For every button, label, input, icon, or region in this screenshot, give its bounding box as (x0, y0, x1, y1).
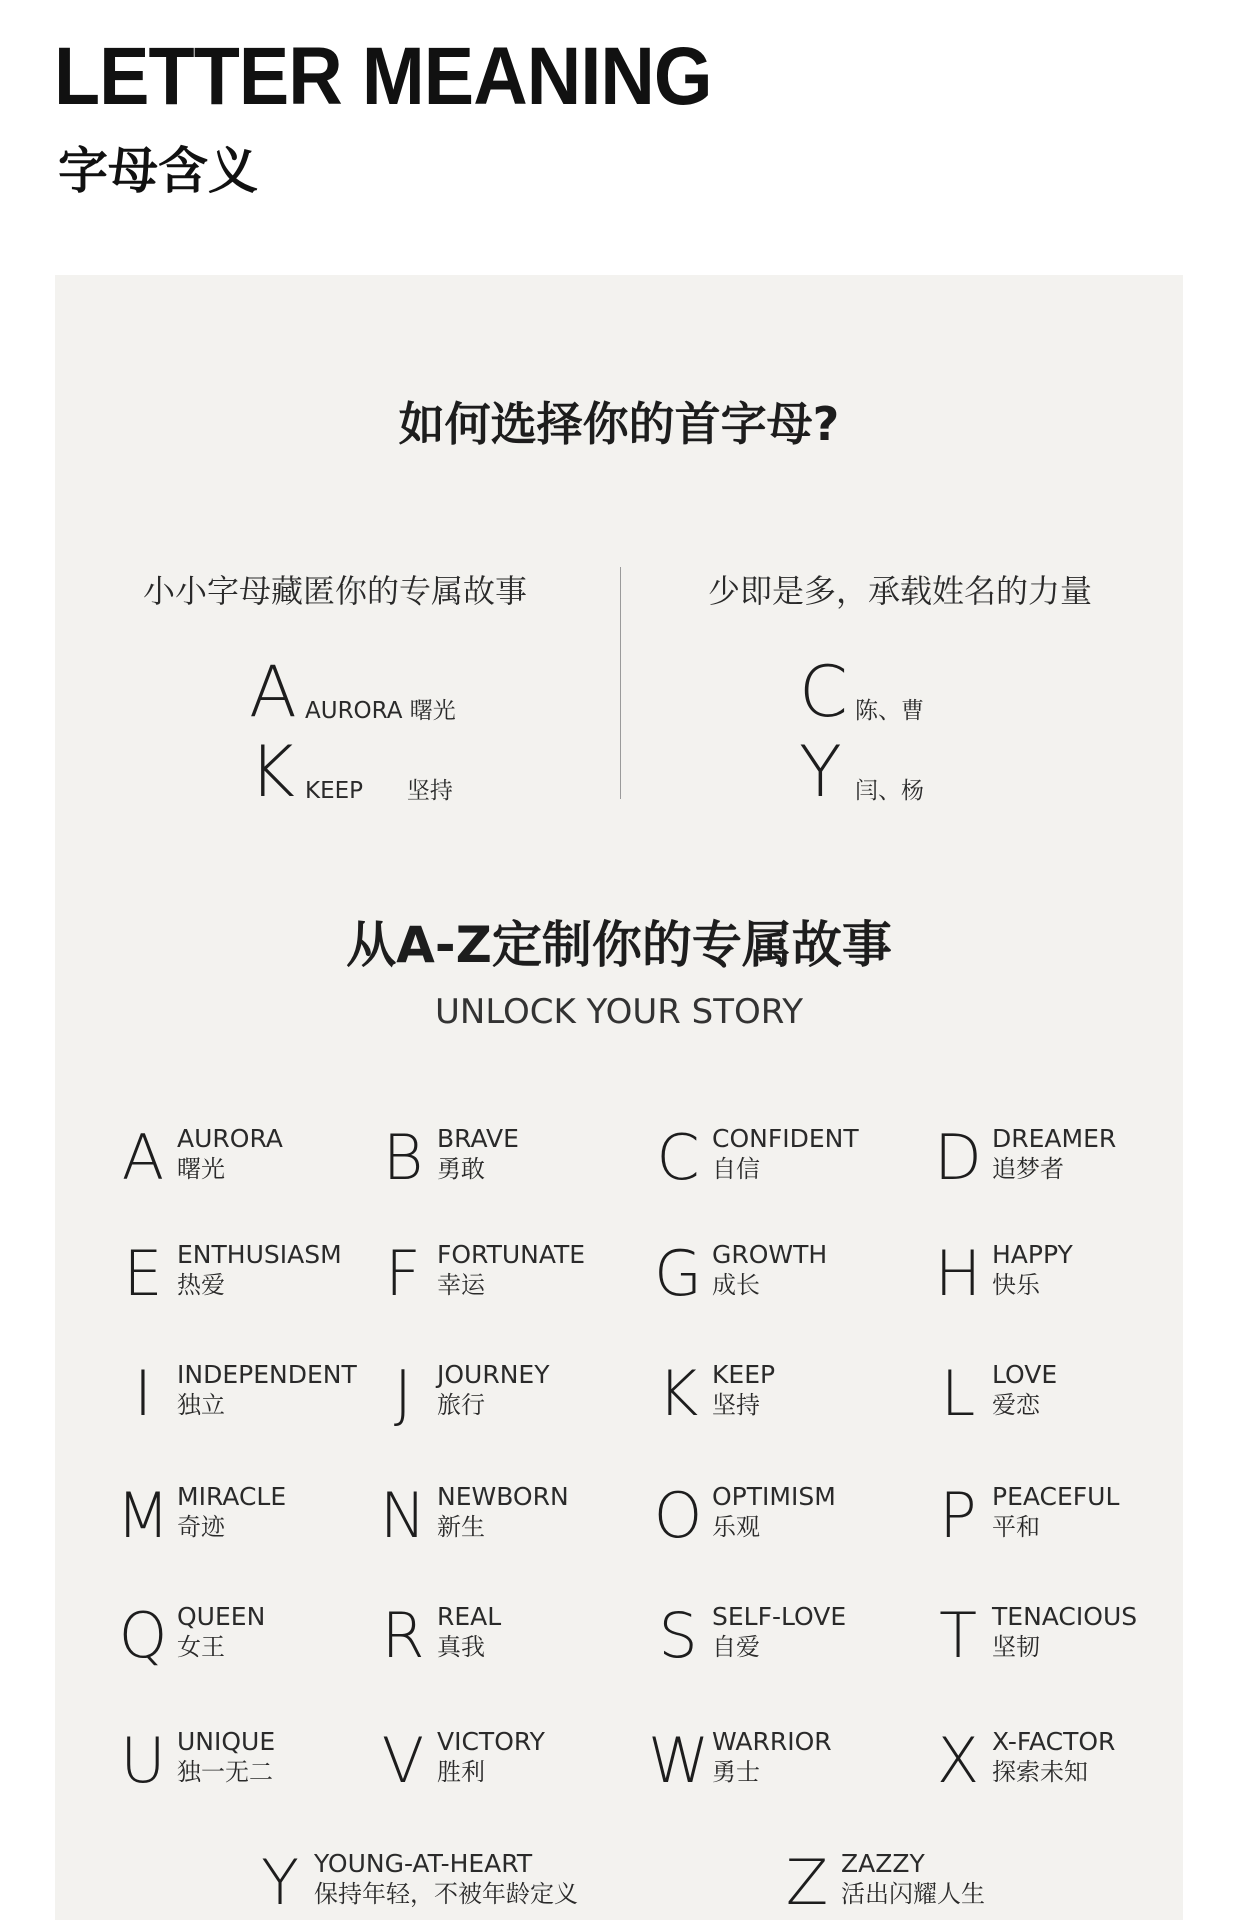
right-column-heading: 少即是多，承载姓名的力量 (707, 572, 1092, 610)
letter-word-cn: 新生 (437, 1513, 485, 1541)
letter-word-en: LOVE (992, 1360, 1058, 1389)
letter-glyph: H (934, 1237, 982, 1310)
letter-entry-x (928, 1725, 1188, 1797)
letter-word-en: VICTORY (437, 1727, 545, 1756)
example-surnames: 闫、杨 (855, 778, 924, 804)
letter-glyph: U (120, 1724, 166, 1797)
left-example (249, 731, 509, 813)
a-z-title: 从A-Z定制你的专属故事 (346, 916, 892, 974)
letter-glyph: K (657, 1357, 699, 1430)
letter-word-cn: 探索未知 (992, 1758, 1088, 1786)
letter-word-en: NEWBORN (437, 1482, 569, 1511)
letter-word-cn: 独一无二 (177, 1758, 273, 1786)
letter-glyph: W (648, 1724, 710, 1797)
letter-word-cn: 女王 (177, 1633, 225, 1661)
letter-word-en: MIRACLE (177, 1482, 287, 1511)
letter-entry-l (928, 1358, 1188, 1430)
right-example (799, 731, 999, 813)
letter-glyph: C (656, 1121, 700, 1194)
letter-word-en: INDEPENDENT (177, 1360, 357, 1389)
letter-glyph: J (393, 1357, 413, 1430)
letter-glyph: Q (118, 1599, 168, 1672)
how-to-choose-title: 如何选择你的首字母? (398, 397, 840, 451)
example-surnames: 陈、曹 (855, 698, 924, 724)
letter-word-cn: 真我 (437, 1633, 485, 1661)
letter-entry-c (648, 1122, 908, 1194)
example-letter: A (249, 651, 297, 733)
letter-entry-v (373, 1725, 633, 1797)
letter-word-cn: 独立 (177, 1391, 225, 1419)
letter-entry-f (373, 1238, 633, 1310)
page-title: LETTER MEANING (54, 31, 712, 122)
content-panel (55, 275, 1183, 1920)
letter-entry-i (113, 1358, 373, 1430)
letter-word-en: CONFIDENT (712, 1124, 859, 1153)
letter-glyph: G (653, 1237, 703, 1310)
letter-entry-p (928, 1480, 1188, 1552)
letter-word-cn: 奇迹 (177, 1513, 225, 1541)
letter-word-cn: 旅行 (437, 1391, 485, 1419)
letter-entry-g (648, 1238, 908, 1310)
letter-word-cn: 幸运 (437, 1271, 485, 1299)
letter-entry-n (373, 1480, 633, 1552)
letter-glyph: I (133, 1357, 153, 1430)
letter-word-cn: 曙光 (177, 1155, 225, 1183)
letter-word-en: OPTIMISM (712, 1482, 836, 1511)
example-letter: C (799, 651, 848, 733)
letter-word-en: AURORA (177, 1124, 283, 1153)
example-word: KEEP 坚持 (305, 778, 453, 804)
letter-word-en: YOUNG-AT-HEART (314, 1849, 533, 1878)
letter-entry-z (777, 1847, 1037, 1919)
letter-glyph: S (658, 1599, 698, 1672)
letter-entry-s (648, 1600, 908, 1672)
letter-glyph: M (116, 1479, 170, 1552)
letter-word-en: KEEP (712, 1360, 776, 1389)
letter-word-en: ZAZZY (841, 1849, 925, 1878)
right-example (799, 651, 999, 733)
letter-entry-e (113, 1238, 373, 1310)
letter-entry-a (113, 1122, 373, 1194)
letter-glyph: R (381, 1599, 425, 1672)
letter-entry-y (250, 1846, 578, 1919)
letter-word-cn: 坚持 (712, 1391, 760, 1419)
letter-entry-d (928, 1122, 1188, 1194)
letter-entry-k (648, 1358, 908, 1430)
letter-word-cn: 胜利 (437, 1758, 485, 1786)
letter-word-cn: 自信 (712, 1155, 760, 1183)
letter-word-en: TENACIOUS (992, 1602, 1138, 1631)
letter-word-cn: 勇士 (712, 1758, 760, 1786)
letter-glyph: D (934, 1121, 982, 1194)
letter-word-en: QUEEN (177, 1602, 266, 1631)
letter-word-en: PEACEFUL (992, 1482, 1120, 1511)
letter-word-cn: 勇敢 (437, 1155, 485, 1183)
letter-word-cn: 乐观 (712, 1513, 760, 1541)
letter-word-en: HAPPY (992, 1240, 1073, 1269)
letter-word-en: JOURNEY (437, 1360, 550, 1389)
letter-word-en: REAL (437, 1602, 502, 1631)
letter-word-en: DREAMER (992, 1124, 1117, 1153)
letter-word-cn: 自爱 (712, 1633, 760, 1661)
letter-entry-m (113, 1480, 373, 1552)
letter-word-en: GROWTH (712, 1240, 828, 1269)
letter-word-en: UNIQUE (177, 1727, 276, 1756)
left-example (249, 651, 509, 733)
letter-word-en: X-FACTOR (992, 1727, 1116, 1756)
page-subtitle: 字母含义 (58, 142, 258, 200)
letter-entry-u (113, 1725, 373, 1797)
letter-word-cn: 活出闪耀人生 (841, 1880, 985, 1908)
letter-word-cn: 保持年轻，不被年龄定义 (314, 1880, 578, 1908)
letter-word-en: WARRIOR (712, 1727, 832, 1756)
letter-word-cn: 爱恋 (992, 1391, 1040, 1419)
letter-word-cn: 热爱 (177, 1271, 225, 1299)
left-column-heading: 小小字母藏匿你的专属故事 (142, 572, 527, 610)
letter-word-en: BRAVE (437, 1124, 519, 1153)
letter-word-cn: 成长 (712, 1271, 760, 1299)
letter-entry-t (928, 1600, 1188, 1672)
letter-glyph: A (121, 1121, 165, 1194)
letter-entry-q (113, 1600, 373, 1672)
letter-entry-w (648, 1725, 908, 1797)
letter-word-cn: 快乐 (992, 1271, 1040, 1299)
letter-glyph: E (123, 1237, 163, 1310)
letter-word-en: SELF-LOVE (712, 1602, 847, 1631)
letter-entry-o (648, 1480, 908, 1552)
letter-glyph: Y (261, 1846, 299, 1919)
letter-glyph: Z (785, 1846, 829, 1919)
letter-word-cn: 坚韧 (992, 1633, 1040, 1661)
letter-entry-r (373, 1600, 633, 1672)
letter-glyph: F (385, 1237, 421, 1310)
letter-glyph: X (936, 1724, 980, 1797)
letter-entry-b (373, 1122, 633, 1194)
letter-entry-h (928, 1238, 1188, 1310)
letter-entry-j (373, 1358, 633, 1430)
letter-word-en: ENTHUSIASM (177, 1240, 342, 1269)
letter-glyph: L (940, 1357, 976, 1430)
letter-glyph: V (381, 1724, 425, 1797)
letter-word-en: FORTUNATE (437, 1240, 586, 1269)
a-z-subtitle: UNLOCK YOUR STORY (435, 992, 803, 1032)
letter-glyph: O (653, 1479, 703, 1552)
example-letter: Y (799, 731, 842, 813)
example-word: AURORA 曙光 (305, 698, 456, 724)
letter-glyph: P (939, 1479, 977, 1552)
letter-glyph: B (382, 1121, 424, 1194)
letter-word-cn: 平和 (992, 1513, 1040, 1541)
letter-glyph: N (379, 1479, 427, 1552)
letter-glyph: T (939, 1599, 977, 1672)
example-letter: K (249, 731, 295, 813)
letter-word-cn: 追梦者 (992, 1155, 1064, 1183)
